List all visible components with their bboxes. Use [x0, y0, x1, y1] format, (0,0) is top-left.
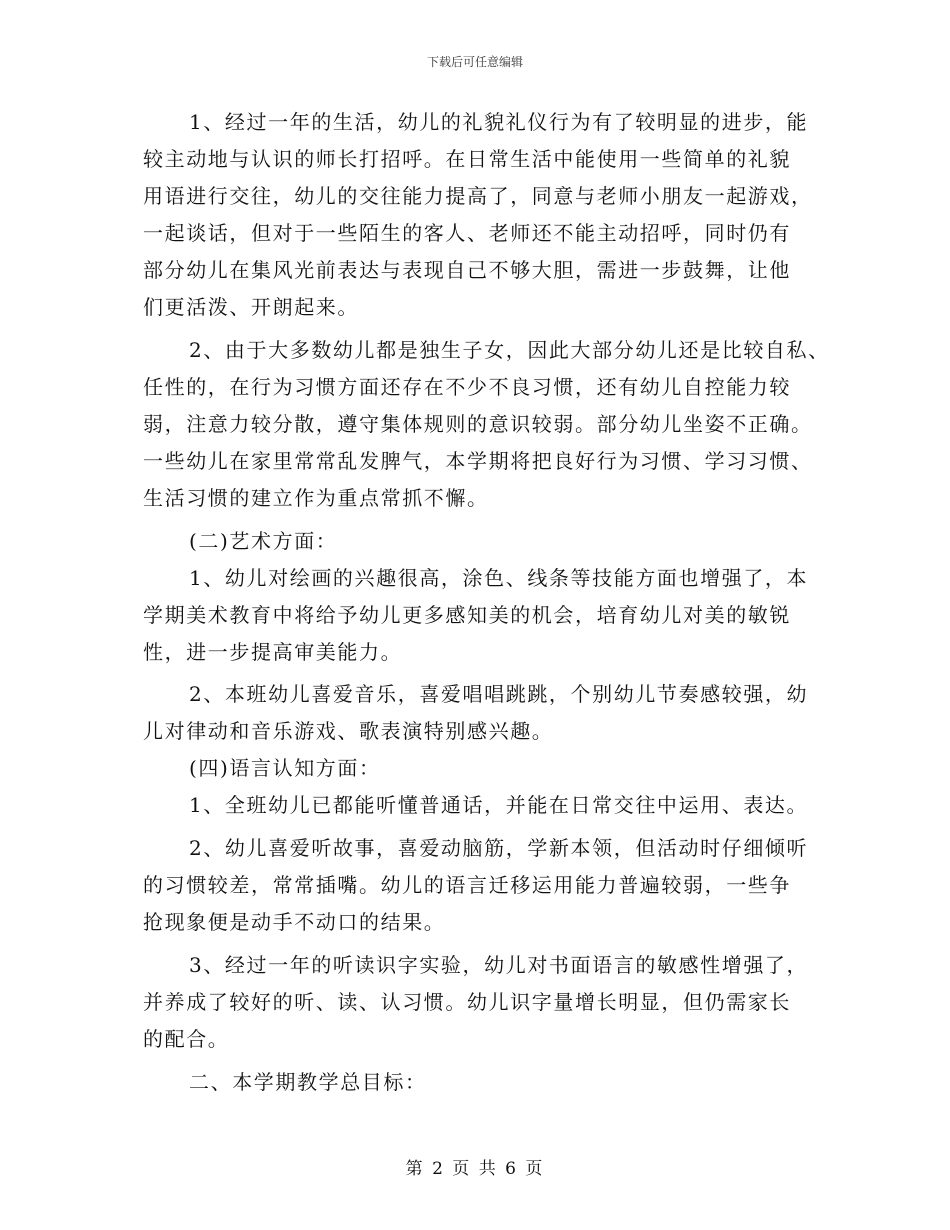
text-line: 2、由于大多数幼儿都是独生子女，因此大部分幼儿还是比较自私、	[189, 338, 830, 362]
page-footer: 第 2 页 共 6 页	[405, 1159, 545, 1179]
text-line: 1、全班幼儿已都能听懂普通话，并能在日常交往中运用、表达。	[189, 793, 809, 817]
text-line: 的配合。	[143, 1027, 230, 1051]
text-line: 2、幼儿喜爱听故事，喜爱动脑筋，学新本领，但活动时仔细倾听	[189, 836, 809, 860]
text-line: 1、幼儿对绘画的兴趣很高，涂色、线条等技能方面也增强了，本	[189, 566, 809, 590]
section-heading: 二、本学期教学总目标：	[189, 1070, 427, 1094]
text-line: 1、经过一年的生活，幼儿的礼貌礼仪行为有了较明显的进步，能	[189, 110, 809, 134]
page-header: 下载后可任意编辑	[426, 55, 523, 69]
text-line: 抢现象便是动手不动口的结果。	[143, 910, 446, 934]
text-line: 部分幼儿在集风光前表达与表现自己不够大胆，需进一步鼓舞，让他	[143, 258, 791, 282]
text-line: 较主动地与认识的师长打招呼。在日常生活中能使用一些简单的礼貌	[143, 147, 791, 171]
section-heading: (二)艺术方面：	[189, 529, 338, 553]
text-line: 一起谈话，但对于一些陌生的客人、老师还不能主动招呼，同时仍有	[143, 221, 791, 245]
text-line: 弱，注意力较分散，遵守集体规则的意识较弱。部分幼儿坐姿不正确。	[143, 412, 813, 436]
text-line: 生活习惯的建立作为重点常抓不懈。	[143, 486, 489, 510]
section-heading: (四)语言认知方面：	[189, 756, 381, 780]
text-line: 3、经过一年的听读识字实验，幼儿对书面语言的敏感性增强了，	[189, 953, 809, 977]
text-line: 任性的，在行为习惯方面还存在不少不良习惯，还有幼儿自控能力较	[143, 375, 791, 399]
text-line: 并养成了较好的听、读、认习惯。幼儿识字量增长明显，但仍需家长	[143, 990, 791, 1014]
text-line: 儿对律动和音乐游戏、歌表演特别感兴趣。	[143, 719, 554, 743]
text-line: 性，进一步提高审美能力。	[143, 640, 403, 664]
text-line: 学期美术教育中将给予幼儿更多感知美的机会，培育幼儿对美的敏锐	[143, 603, 791, 627]
text-line: 的习惯较差，常常插嘴。幼儿的语言迁移运用能力普遍较弱，一些争	[143, 873, 791, 897]
text-line: 用语进行交往，幼儿的交往能力提高了，同意与老师小朋友一起游戏，	[143, 184, 813, 208]
text-line: 们更活泼、开朗起来。	[143, 295, 359, 319]
text-line: 一些幼儿在家里常常乱发脾气，本学期将把良好行为习惯、学习习惯、	[143, 449, 813, 473]
text-line: 2、本班幼儿喜爱音乐，喜爱唱唱跳跳，个别幼儿节奏感较强，幼	[189, 682, 809, 706]
